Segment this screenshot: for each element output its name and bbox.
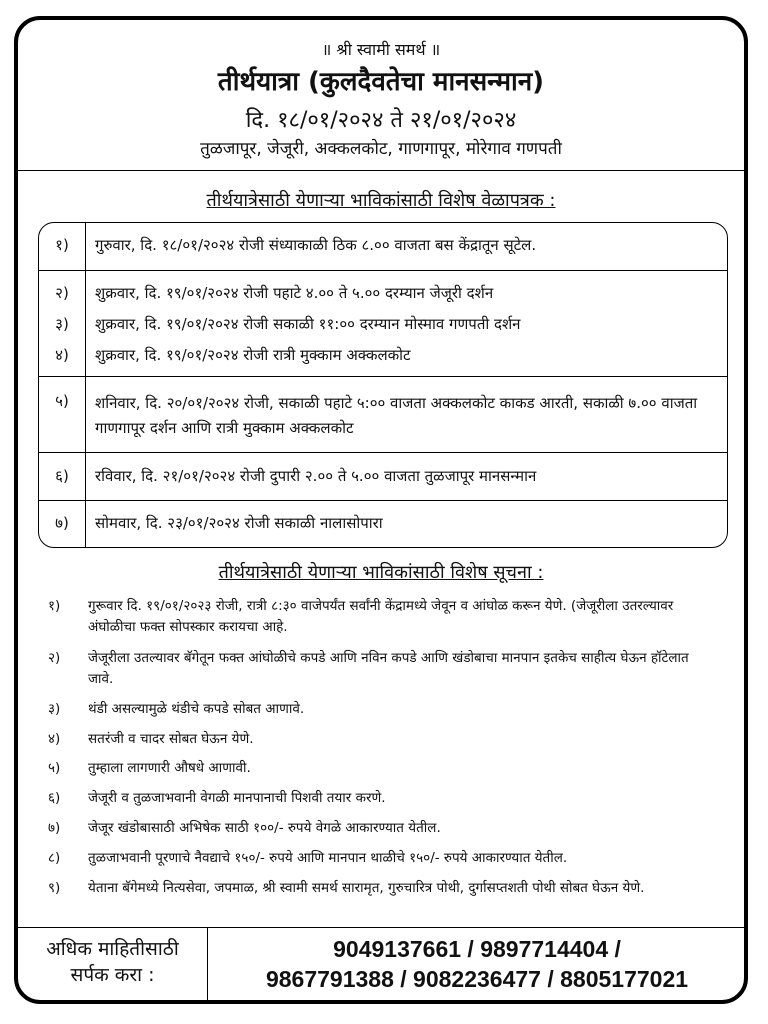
schedule-item-number: ३) bbox=[55, 315, 69, 333]
trip-dates: दि. १८/०१/२०२४ ते २१/०१/२०२४ bbox=[245, 108, 517, 133]
note-number: २) bbox=[48, 650, 61, 666]
schedule-item-text: रविवार, दि. २१/०१/२०२४ रोजी दुपारी २.०० ते ५.०० वाजता तुळजापूर मानसन्मान bbox=[95, 467, 537, 485]
phone-numbers bbox=[210, 928, 744, 994]
note-number: ९) bbox=[48, 880, 61, 896]
note-text: तुळजाभवानी पूरणाचे नैवद्याचे १५०/- रुपये आणि मानपान थाळीचे १५०/- रुपये आकारण्यात येतील. bbox=[88, 850, 568, 866]
schedule-table bbox=[38, 222, 728, 548]
schedule-item-number: ६) bbox=[55, 467, 69, 485]
schedule-group bbox=[39, 501, 727, 547]
page-title: तीर्थयात्रा (कुलदैवतेचा मानसन्मान) bbox=[217, 67, 545, 97]
phone-line: 9049137661 / 9897714404 / bbox=[333, 936, 621, 962]
note-text: जेजूरीला उतल्यावर बॅगेतून फक्त आंघोळीचे कपडे आणि नविन कपडे आणि खंडोबाचा मानपान इतकेच साहीत्य घेऊन हॉटेलात जावे. bbox=[88, 650, 689, 687]
note-text: सतरंजी व चादर सोबत घेऊन येणे. bbox=[88, 731, 254, 747]
schedule-group bbox=[39, 271, 727, 377]
invocation: ॥ श्री स्वामी समर्थ ॥ bbox=[321, 40, 441, 59]
note-text: येताना बॅगेमध्ये नित्यसेवा, जपमाळ, श्री स्वामी समर्थ सारामृत, गुरुचारित्र पोथी, दुर्गासप्तशती पोथी सोबत घेऊन येणे. bbox=[88, 880, 645, 896]
note-text: थंडी असल्यामुळे थंडीचे कपडे सोबत आणावे. bbox=[88, 701, 305, 717]
phone-line: 9867791388 / 9082236477 / 8805177021 bbox=[265, 966, 689, 992]
header bbox=[18, 20, 744, 171]
contact-footer bbox=[18, 927, 744, 1000]
contact-label-line: सर्पक करा : bbox=[70, 964, 155, 986]
notes-title: तीर्थयात्रेसाठी येणाऱ्या भाविकांसाठी विशेष सूचना : bbox=[218, 562, 544, 583]
note-text: जेजूरी व तुळजाभवानी वेगळी मानपानाची पिशवी तयार करणे. bbox=[88, 790, 386, 806]
contact-label-line: अधिक माहितीसाठी bbox=[46, 938, 179, 960]
schedule-title: तीर्थयात्रेसाठी येणाऱ्या भाविकांसाठी विशेष वेळापत्रक : bbox=[206, 190, 556, 211]
note-number: ८) bbox=[48, 850, 61, 866]
note-number: ५) bbox=[48, 760, 61, 776]
schedule-item-text: शनिवार, दि. २०/०१/२०२४ रोजी, सकाळी पहाटे ५:०० वाजता अक्कलकोट काकड आरती, सकाळी ७.०० वाजता गाणगापूर दर्शन आणि रात्री मुक्काम अक्कलकोट bbox=[95, 394, 698, 437]
schedule-item-text: गुरुवार, दि. १८/०१/२०२४ रोजी संध्याकाळी ठिक ८.०० वाजता बस केंद्रातून सूटेल. bbox=[95, 236, 537, 254]
note-text: जेजूर खंडोबासाठी अभिषेक साठी १००/- रुपये वेगळे आकारण्यात येतील. bbox=[88, 820, 441, 836]
schedule-item-number: १) bbox=[55, 236, 69, 254]
schedule-item-number: ७) bbox=[55, 514, 69, 532]
schedule-item-text: शुक्रवार, दि. १९/०१/२०२४ रोजी पहाटे ४.०० ते ५.०० दरम्यान जेजूरी दर्शन bbox=[95, 284, 494, 302]
contact-label bbox=[18, 928, 208, 1000]
note-text: गुरूवार दि. १९/०१/२०२३ रोजी, रात्री ८:३० वाजेपर्यंत सर्वांनी केंद्रामध्ये जेवून व आंघोळ करून येणे. (जेजूरीला उतरल्यावर अंघोळीचा फक्त सोपस्कार करायचा आहे. bbox=[88, 598, 674, 635]
schedule-group bbox=[39, 453, 727, 501]
schedule-item-number: ४) bbox=[55, 346, 69, 364]
number-column bbox=[39, 377, 86, 452]
schedule-item-number: २) bbox=[55, 284, 69, 302]
note-number: ७) bbox=[48, 820, 61, 836]
note-text: तुम्हाला लागणारी औषधे आणावी. bbox=[88, 760, 251, 776]
note-number: १) bbox=[48, 598, 61, 614]
schedule-item-number: ५) bbox=[55, 392, 69, 410]
schedule-item-text: शुक्रवार, दि. १९/०१/२०२४ रोजी रात्री मुक्काम अक्कलकोट bbox=[95, 346, 411, 364]
note-number: ३) bbox=[48, 701, 61, 717]
schedule-group bbox=[39, 223, 727, 271]
schedule-item-text: शुक्रवार, दि. १९/०१/२०२४ रोजी सकाळी ११:०० दरम्यान मोस्माव गणपती दर्शन bbox=[95, 315, 521, 333]
note-number: ४) bbox=[48, 731, 61, 747]
trip-places: तुळजापूर, जेजूरी, अक्कलकोट, गाणगापूर, मोरेगाव गणपती bbox=[200, 139, 562, 159]
note-number: ६) bbox=[48, 790, 61, 806]
schedule-group bbox=[39, 377, 727, 453]
schedule-item-text: सोमवार, दि. २३/०१/२०२४ रोजी सकाळी नालासोपारा bbox=[95, 514, 383, 532]
notice-frame bbox=[14, 16, 748, 1004]
